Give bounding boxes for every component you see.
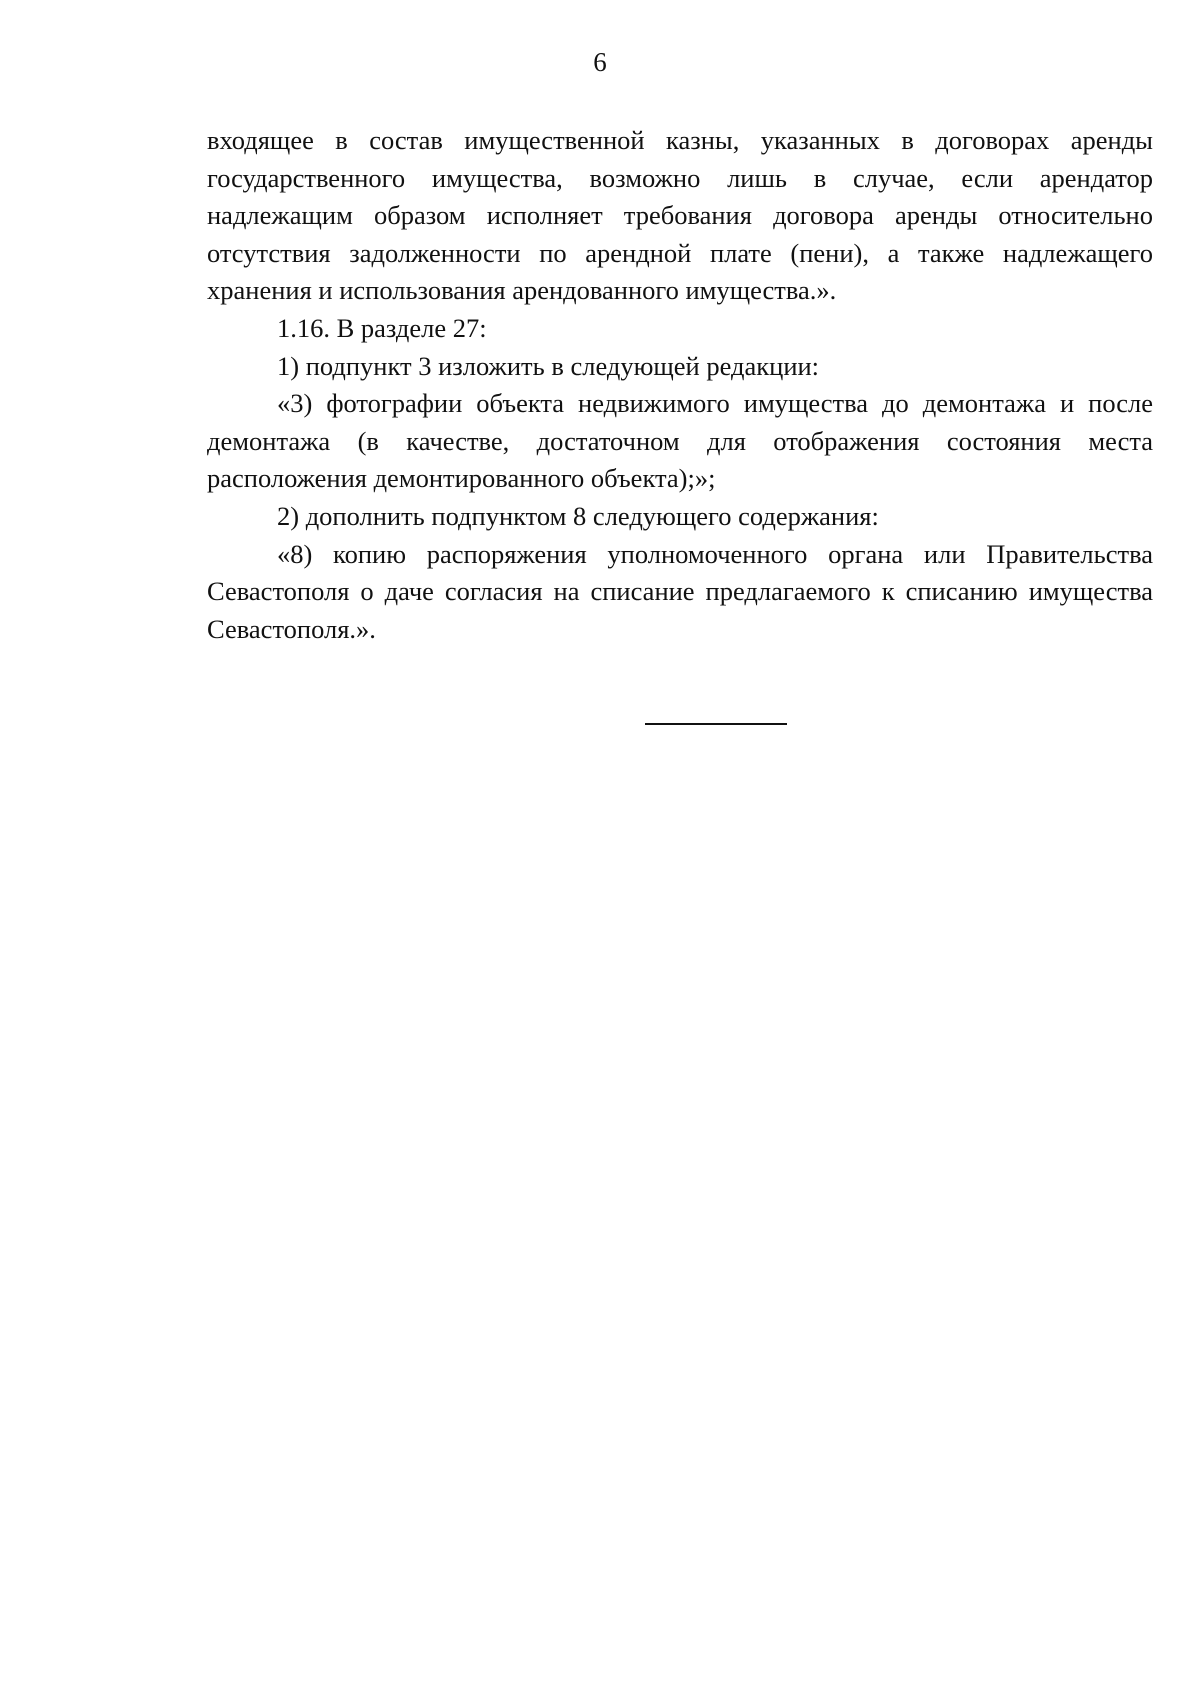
paragraph-subitem-1: 1) подпункт 3 изложить в следующей редакции: xyxy=(277,350,820,381)
document-body xyxy=(207,122,1153,648)
paragraph-quoted-item-3: «3) фотографии объекта недвижимого имущества до демонтажа и после демонтажа (в качестве, достаточном для отображения состояния места расположения демонтированного объекта);»; xyxy=(207,388,1153,494)
paragraph-section-heading: 1.16. В разделе 27: xyxy=(277,312,487,343)
end-of-text-rule xyxy=(645,723,787,725)
page-number: 6 xyxy=(593,47,607,77)
paragraph-continuation: входящее в состав имущественной казны, указанных в договорах аренды государственного имущества, возможно лишь в случае, если арендатор надлежащим образом исполняет требования договора аренды относительно отсутствия задолженности по арендной плате (пени), а также надлежащего хранения и использования арендованного имущества.». xyxy=(207,125,1153,306)
paragraph-quoted-item-8: «8) копию распоряжения уполномоченного органа или Правительства Севастополя о даче согласия на списание предлагаемого к списанию имущества Севастополя.». xyxy=(207,538,1153,644)
paragraph-subitem-2: 2) дополнить подпунктом 8 следующего содержания: xyxy=(277,500,879,531)
